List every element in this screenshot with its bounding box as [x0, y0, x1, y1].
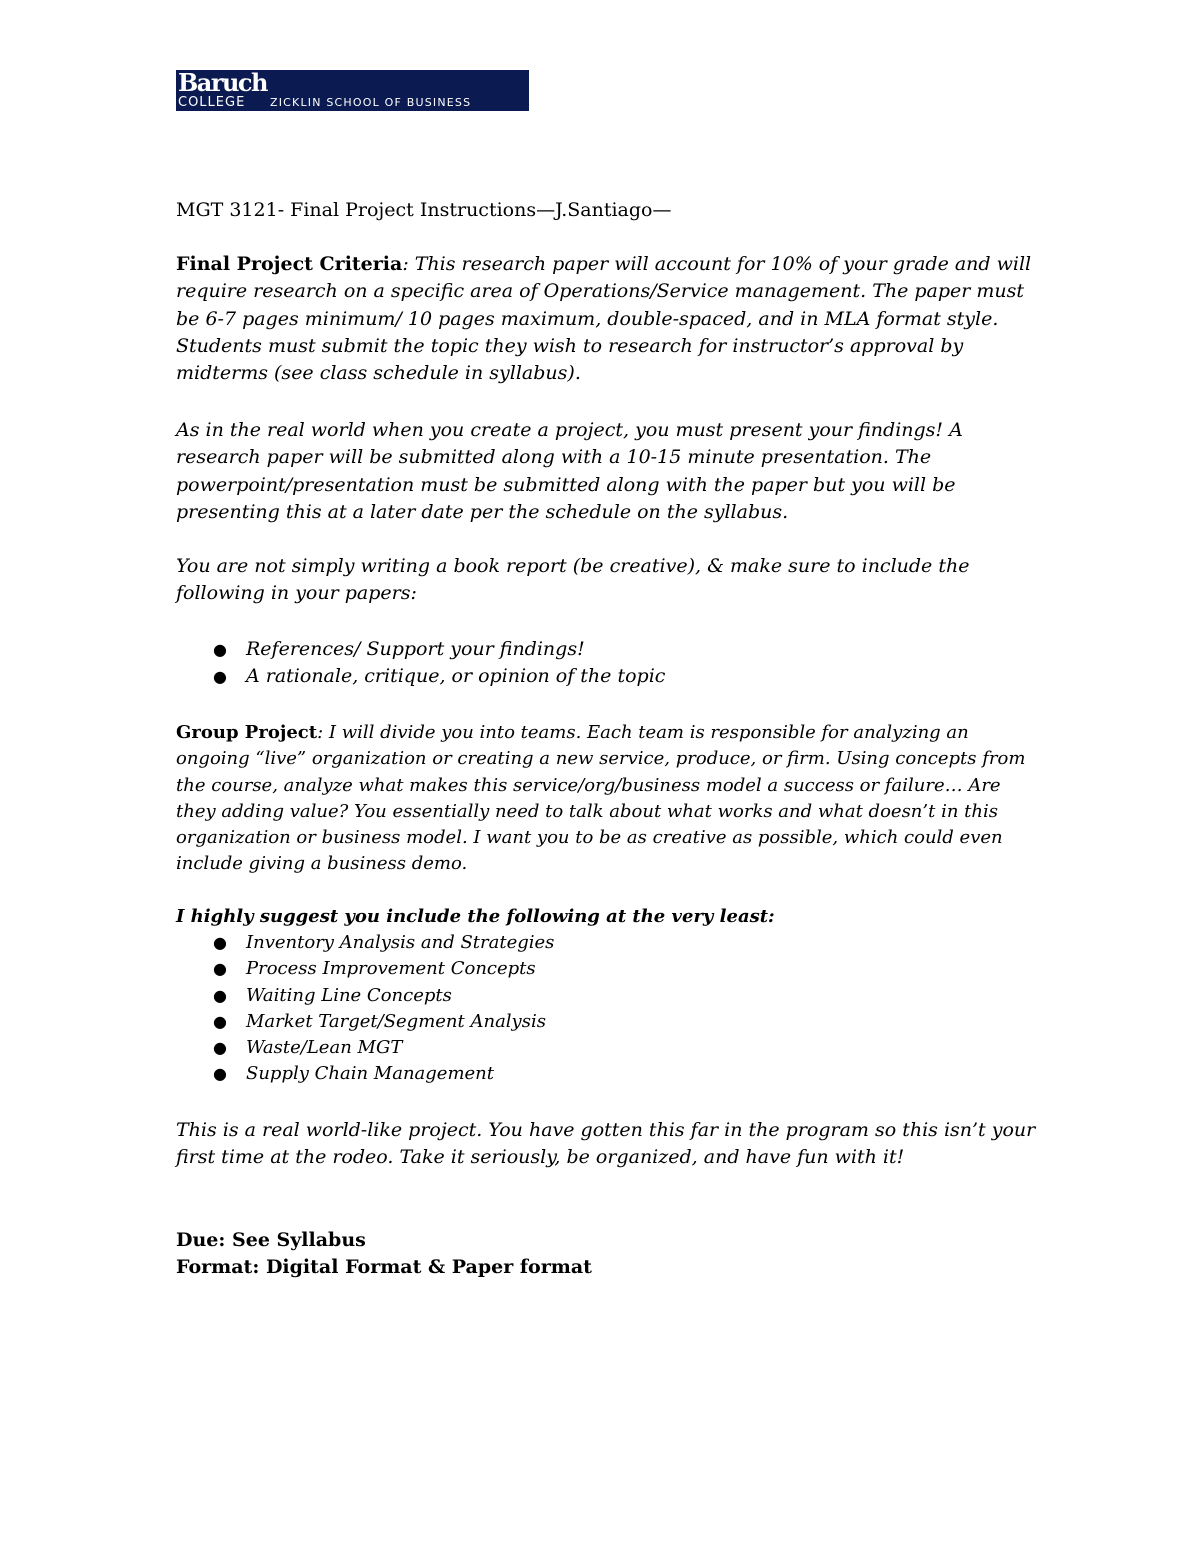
list-item	[176, 663, 1036, 690]
not-book-report-paragraph: You are not simply writing a book report (be creative), & make sure to include the following in your papers:	[176, 555, 970, 605]
suggest-heading: I highly suggest you include the following at the very least:	[176, 906, 775, 927]
bullet-icon: ●	[213, 1038, 227, 1058]
group-project-colon: :	[317, 722, 324, 743]
due-line: Due: See Syllabus	[176, 1229, 366, 1251]
presentation-paragraph: As in the real world when you create a project, you must present your findings! A research paper will be submitted along with a 10-15 minute presentation. The powerpoint/presentation must be submitted along with the paper but you will be presenting this at a later date per the schedule on the syllabus.	[176, 419, 963, 523]
group-project-label: Group Project	[176, 722, 318, 743]
list-item-text: Inventory Analysis and Strategies	[246, 932, 555, 953]
list-item-text: Process Improvement Concepts	[246, 958, 536, 980]
logo-school-text: ZICKLIN SCHOOL OF BUSINESS	[270, 96, 472, 109]
closing-paragraph: This is a real world-like project. You have gotten this far in the program so this isn’t your first time at the rodeo. Take it seriously, be organized, and have fun with it!	[176, 1119, 1036, 1169]
list-item-text: Waiting Line Concepts	[246, 984, 452, 1006]
group-project-text: I will divide you into teams. Each team is responsible for analyzing an ongoing “live” organization or creating a new service, produce, or firm. Using concepts from the course, analyze what makes this service/org/business model a success or failure… Are they adding value? You essentially need to talk about what works and what doesn’t in this organization or business model. I want you to be as creative as possible, which could even include giving a business demo.	[176, 722, 1026, 875]
list-item-text: Supply Chain Management	[246, 1063, 494, 1085]
include-list	[176, 636, 1036, 690]
criteria-paragraph	[176, 251, 1036, 387]
document-title: MGT 3121- Final Project Instructions—J.Santiago—	[176, 199, 672, 221]
bullet-icon: ●	[213, 640, 227, 659]
baruch-zicklin-logo	[176, 70, 529, 111]
bullet-icon: ●	[213, 667, 227, 686]
format-line: Format: Digital Format & Paper format	[176, 1256, 592, 1278]
list-item	[176, 1061, 1036, 1087]
list-item	[176, 930, 1036, 956]
list-item	[176, 983, 1036, 1009]
list-item-text: A rationale, critique, or opinion of the topic	[246, 665, 666, 687]
criteria-text: This research paper will account for 10% of your grade and will require research on a specific area of Operations/Service management. The paper must be 6-7 pages minimum/ 10 pages maximum, double-spaced, and in MLA format style. Students must submit the topic they wish to research for instructor’s approval by midterms (see class schedule in syllabus).	[176, 253, 1032, 385]
list-item-text: Market Target/Segment Analysis	[246, 1010, 546, 1032]
list-item-text: References/ Support your findings!	[246, 638, 585, 660]
logo-baruch-text: Baruch	[178, 70, 267, 97]
list-item	[176, 1035, 1036, 1061]
list-item-text: Waste/Lean MGT	[246, 1037, 403, 1059]
criteria-colon: :	[402, 253, 409, 275]
bullet-icon: ●	[213, 1064, 227, 1084]
group-project-paragraph	[176, 720, 1036, 878]
criteria-label: Final Project Criteria	[176, 253, 403, 275]
bullet-icon: ●	[213, 933, 227, 952]
logo-college-text: COLLEGE	[178, 95, 246, 110]
list-item	[176, 956, 1036, 982]
bullet-icon: ●	[213, 985, 227, 1005]
list-item	[176, 1009, 1036, 1035]
bullet-icon: ●	[213, 1011, 227, 1031]
bullet-icon: ●	[213, 959, 227, 979]
list-item	[176, 636, 1036, 663]
suggest-list	[176, 930, 1036, 1088]
